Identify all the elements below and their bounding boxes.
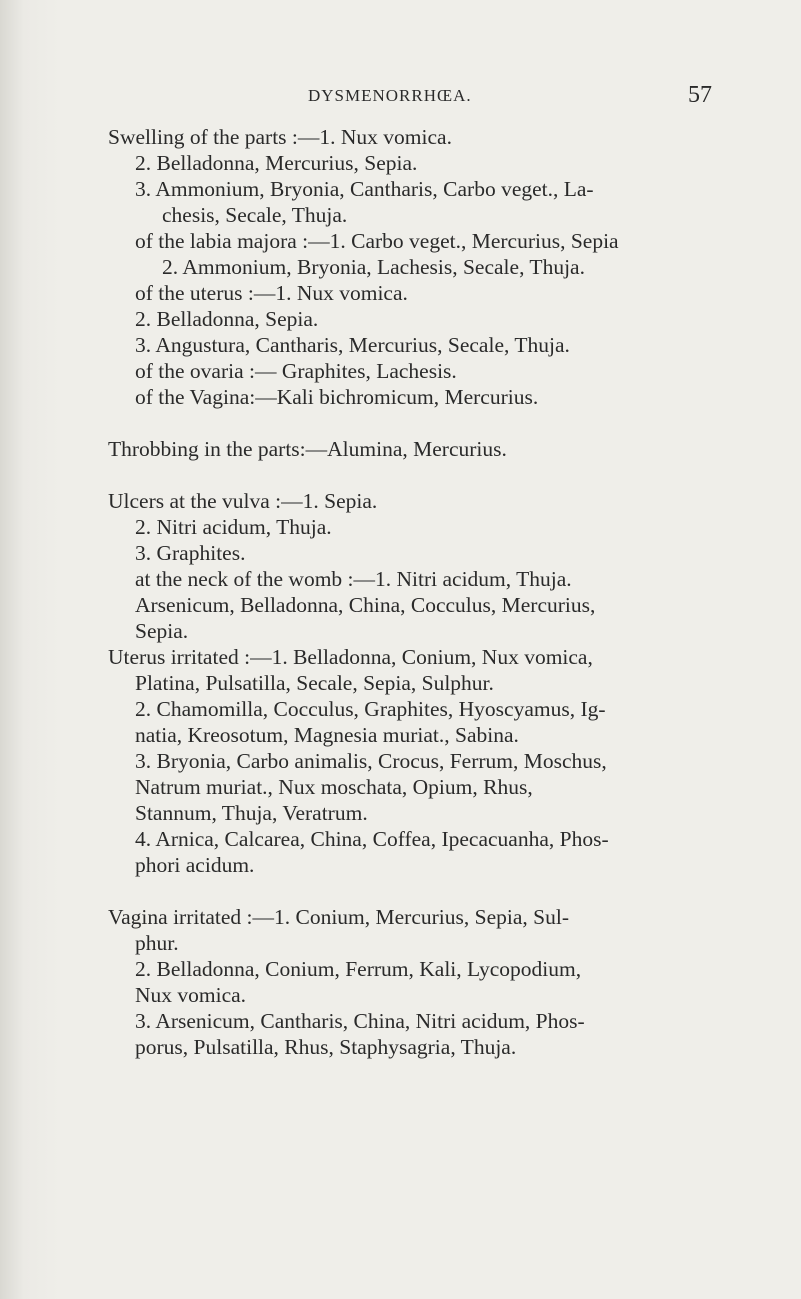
- text-line: 3. Arsenicum, Cantharis, China, Nitri acidum, Phos-: [135, 1009, 585, 1033]
- text-line: 2. Chamomilla, Cocculus, Graphites, Hyoscyamus, Ig-: [135, 697, 606, 721]
- text-line: Vagina irritated :—1. Conium, Mercurius, Sepia, Sul-: [108, 905, 569, 929]
- text-line: of the uterus :—1. Nux vomica.: [135, 281, 408, 305]
- text-line: 3. Ammonium, Bryonia, Cantharis, Carbo veget., La-: [135, 177, 594, 201]
- page-number: 57: [688, 82, 712, 108]
- blank-line: [108, 410, 748, 436]
- text-line: 2. Belladonna, Sepia.: [135, 307, 319, 331]
- text-line: 3. Bryonia, Carbo animalis, Crocus, Ferrum, Moschus,: [135, 749, 607, 773]
- page-body: [108, 124, 748, 1060]
- running-head: DYSMENORRHŒA.: [308, 86, 472, 105]
- text-line: 3. Graphites.: [135, 541, 246, 565]
- text-line: Arsenicum, Belladonna, China, Cocculus, Mercurius,: [135, 593, 596, 617]
- text-line: of the Vagina:—Kali bichromicum, Mercurius.: [135, 385, 539, 409]
- text-line: phori acidum.: [135, 853, 255, 877]
- text-line: chesis, Secale, Thuja.: [162, 203, 348, 227]
- text-line: 3. Angustura, Cantharis, Mercurius, Secale, Thuja.: [135, 333, 570, 357]
- text-line: of the labia majora :—1. Carbo veget., Mercurius, Sepia: [135, 229, 619, 253]
- text-line: 2. Ammonium, Bryonia, Lachesis, Secale, Thuja.: [162, 255, 585, 279]
- text-line: natia, Kreosotum, Magnesia muriat., Sabina.: [135, 723, 519, 747]
- text-line: Nux vomica.: [135, 983, 247, 1007]
- text-line: Uterus irritated :—1. Belladonna, Conium, Nux vomica,: [108, 645, 593, 669]
- text-line: Stannum, Thuja, Veratrum.: [135, 801, 368, 825]
- text-line: porus, Pulsatilla, Rhus, Staphysagria, Thuja.: [135, 1035, 517, 1059]
- text-line: Sepia.: [135, 619, 189, 643]
- page-header: [0, 82, 801, 116]
- blank-line: [108, 462, 748, 488]
- text-line: at the neck of the womb :—1. Nitri acidum, Thuja.: [135, 567, 572, 591]
- text-line: 2. Belladonna, Conium, Ferrum, Kali, Lycopodium,: [135, 957, 582, 981]
- text-line: Ulcers at the vulva :—1. Sepia.: [108, 489, 378, 513]
- text-line: Throbbing in the parts:—Alumina, Mercurius.: [108, 437, 507, 461]
- text-line: of the ovaria :— Graphites, Lachesis.: [135, 359, 457, 383]
- blank-line: [108, 878, 748, 904]
- text-line: phur.: [135, 931, 179, 955]
- text-line: 2. Nitri acidum, Thuja.: [135, 515, 332, 539]
- text-line: Swelling of the parts :—1. Nux vomica.: [108, 125, 452, 149]
- text-line: Platina, Pulsatilla, Secale, Sepia, Sulphur.: [135, 671, 494, 695]
- text-line: Natrum muriat., Nux moschata, Opium, Rhus,: [135, 775, 533, 799]
- text-line: 4. Arnica, Calcarea, China, Coffea, Ipecacuanha, Phos-: [135, 827, 609, 851]
- text-line: 2. Belladonna, Mercurius, Sepia.: [135, 151, 418, 175]
